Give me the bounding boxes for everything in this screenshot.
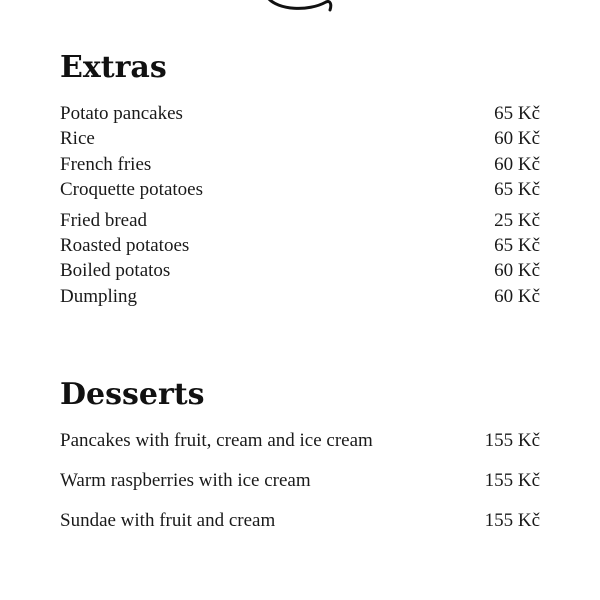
menu-item-name: Sundae with fruit and cream bbox=[60, 510, 276, 531]
menu-item bbox=[60, 152, 540, 177]
decorative-swash-ornament bbox=[260, 0, 340, 18]
desserts-section-title: Desserts bbox=[60, 377, 205, 412]
menu-item-price: 65 Kč bbox=[494, 234, 540, 256]
menu-item-name: Dumpling bbox=[60, 285, 138, 307]
menu-item bbox=[60, 101, 540, 126]
menu-item-name: Fried bread bbox=[60, 209, 148, 231]
menu-item-price: 155 Kč bbox=[484, 430, 540, 451]
menu-item-price: 25 Kč bbox=[494, 209, 540, 231]
desserts-menu-list bbox=[60, 428, 540, 548]
menu-item-price: 65 Kč bbox=[494, 103, 540, 124]
menu-item-name: Rice bbox=[60, 128, 95, 150]
menu-item bbox=[60, 508, 540, 548]
menu-item-name: Pancakes with fruit, cream and ice cream bbox=[60, 430, 373, 451]
menu-item-price: 65 Kč bbox=[494, 179, 540, 201]
menu-item-name: Boiled potatos bbox=[60, 260, 171, 282]
menu-item bbox=[60, 177, 540, 202]
menu-item-price: 155 Kč bbox=[484, 510, 540, 531]
menu-item-name: Potato pancakes bbox=[60, 103, 183, 124]
menu-item-name: Warm raspberries with ice cream bbox=[60, 470, 311, 491]
menu-item-price: 60 Kč bbox=[494, 128, 540, 150]
menu-item bbox=[60, 428, 540, 468]
menu-item-price: 60 Kč bbox=[494, 153, 540, 175]
menu-item-price: 155 Kč bbox=[484, 470, 540, 491]
menu-item-name: Roasted potatoes bbox=[60, 234, 190, 256]
menu-item-price: 60 Kč bbox=[494, 285, 540, 307]
menu-item bbox=[60, 468, 540, 508]
menu-item bbox=[60, 208, 540, 233]
menu-item-name: Croquette potatoes bbox=[60, 179, 203, 201]
menu-item-name: French fries bbox=[60, 153, 152, 175]
menu-item-price: 60 Kč bbox=[494, 260, 540, 282]
extras-section-title: Extras bbox=[60, 50, 167, 85]
menu-item bbox=[60, 258, 540, 283]
menu-item bbox=[60, 126, 540, 151]
extras-menu-list bbox=[60, 101, 540, 309]
menu-item bbox=[60, 284, 540, 309]
menu-item bbox=[60, 233, 540, 258]
